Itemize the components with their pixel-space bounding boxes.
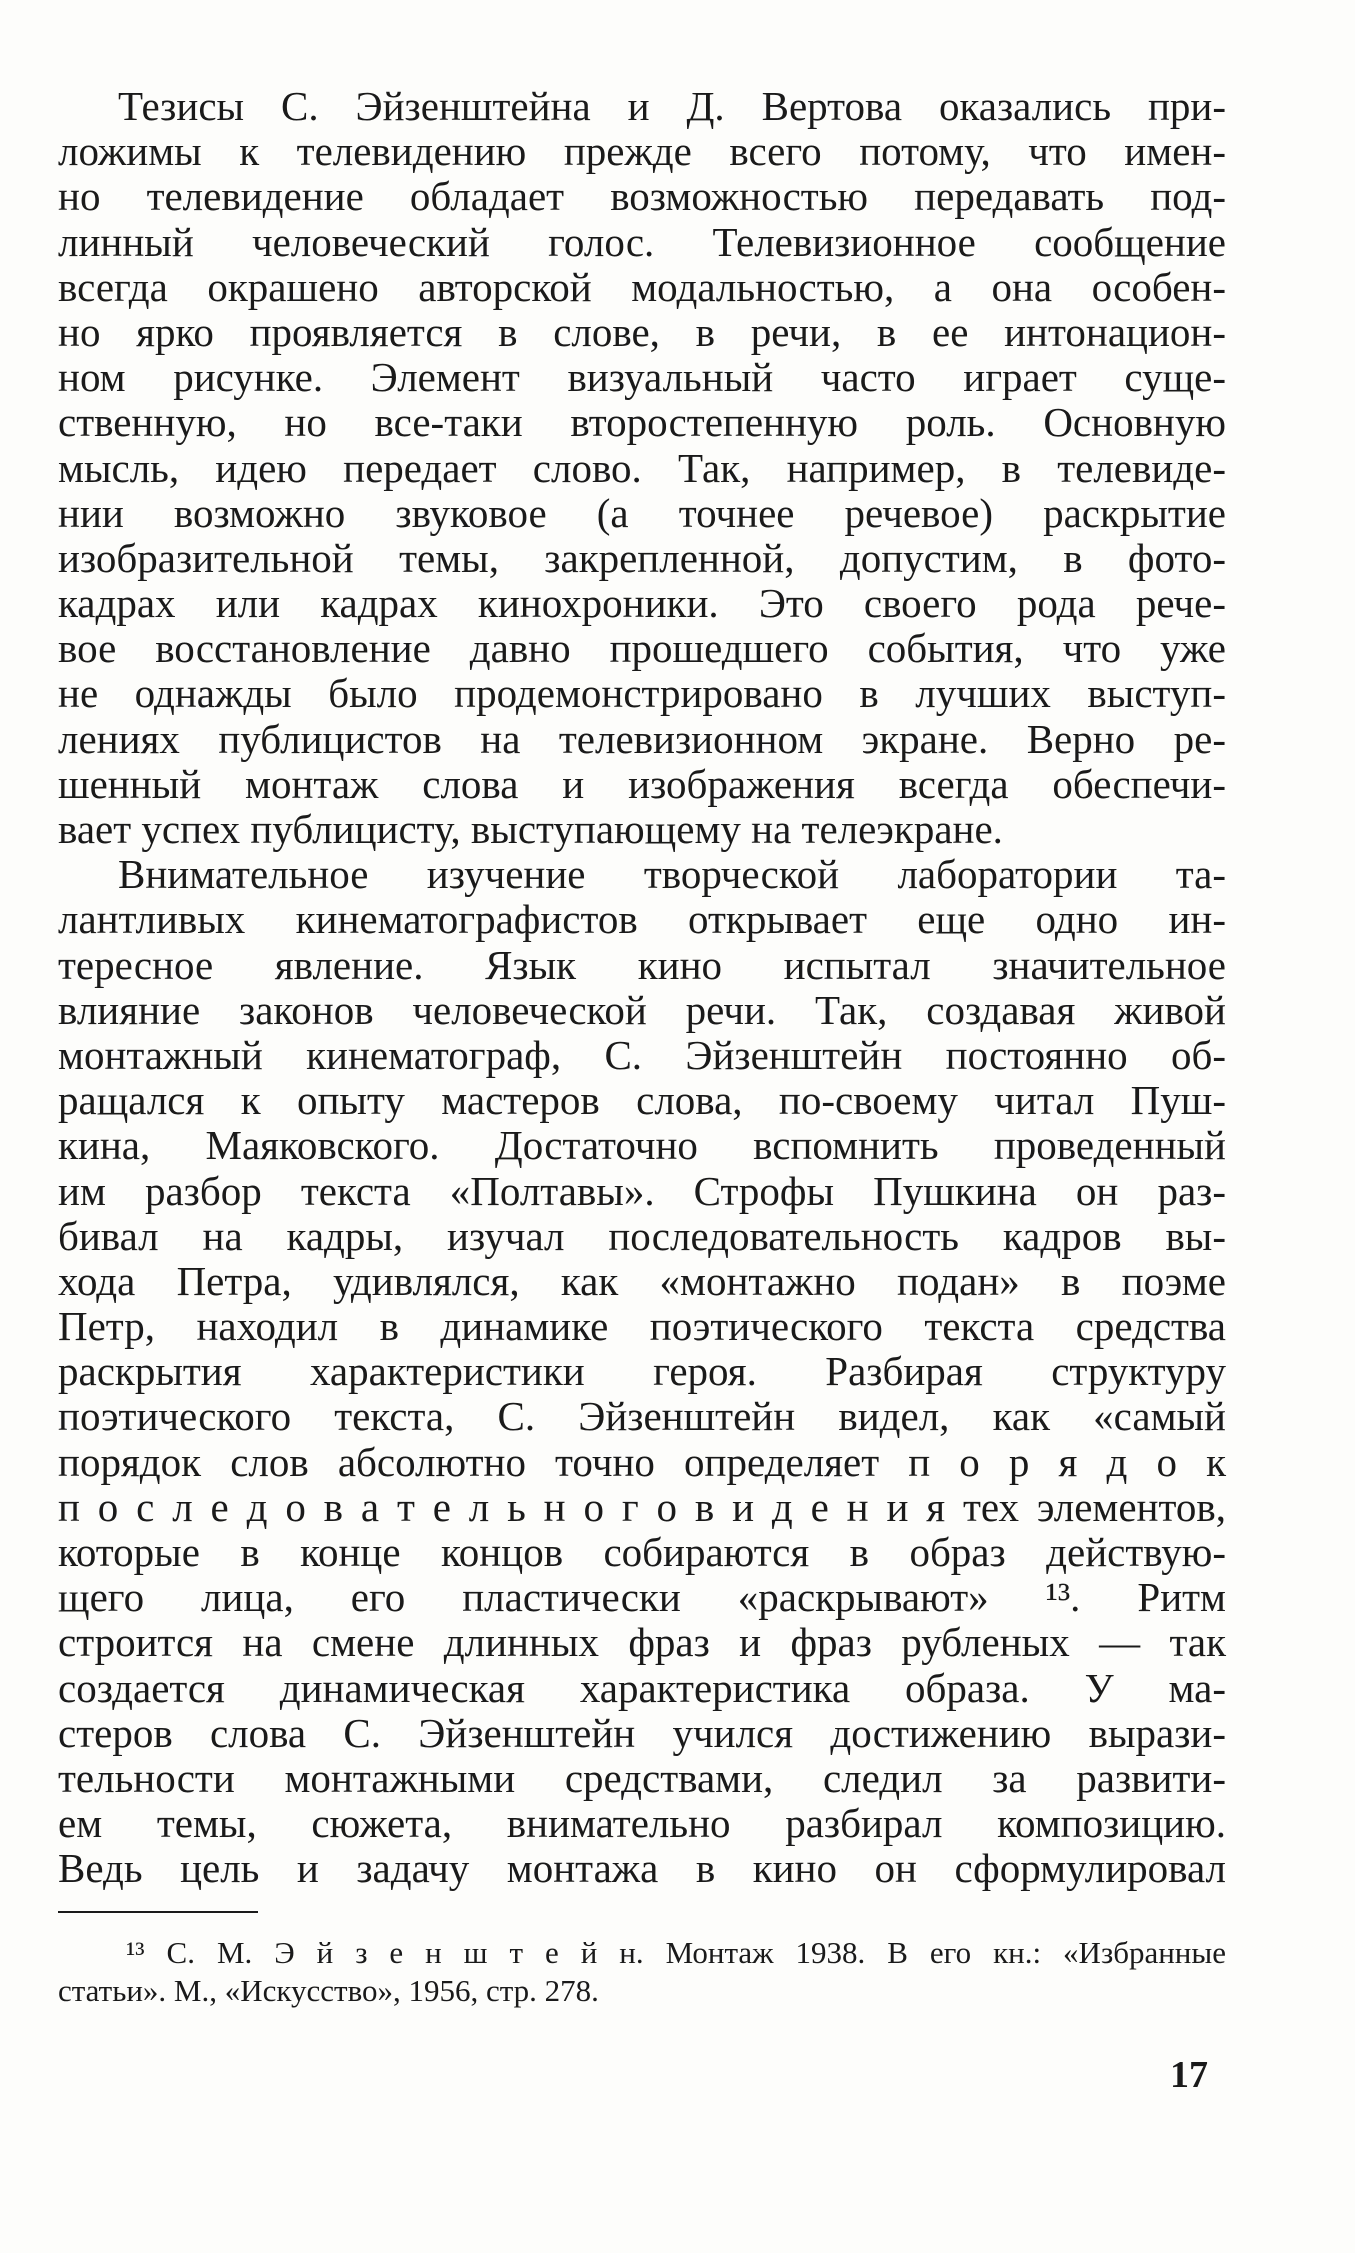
text-line: раскрытия характеристики героя. Разбирая структуру	[58, 1348, 1226, 1395]
text-line: ственную, но все-таки второстепенную роль. Основную	[58, 399, 1226, 446]
text-line: ращался к опыту мастеров слова, по-своему читал Пуш-	[58, 1077, 1226, 1124]
text-line: п о с л е д о в а т е л ь н о г о в и д е н и я тех элементов,	[58, 1483, 1226, 1530]
text-line: порядок слов абсолютно точно определяет п о р я д о к	[58, 1438, 1226, 1485]
text-line: нии возможно звуковое (а точнее речевое) раскрытие	[58, 489, 1226, 536]
text-line: изобразительной темы, закрепленной, допустим, в фото-	[58, 534, 1226, 581]
text-line: которые в конце концов собираются в образ действую-	[58, 1529, 1226, 1575]
text-line: но ярко проявляется в слове, в речи, в ее интонацион-	[58, 308, 1226, 355]
text-line: но телевидение обладает возможностью передавать под-	[58, 173, 1226, 220]
text-line: вает успех публицисту, выступающему на телеэкране.	[58, 806, 1003, 852]
text-line: мысль, идею передает слово. Так, например, в телевиде-	[58, 444, 1226, 491]
footnote	[58, 1934, 1226, 2010]
text-line: кадрах или кадрах кинохроники. Это своего рода рече-	[58, 580, 1226, 627]
text-line: кина, Маяковского. Достаточно вспомнить проведенный	[58, 1122, 1226, 1169]
text-line: всегда окрашено авторской модальностью, а она особен-	[58, 263, 1226, 310]
text-line: вое восстановление давно прошедшего события, что уже	[58, 625, 1226, 672]
text-line: тересное явление. Язык кино испытал значительное	[58, 941, 1226, 988]
footnote-line: ¹³ С. М. Э й з е н ш т е й н. Монтаж 1938. В его кн.: «Избранные	[126, 1935, 1226, 1970]
text-line: лантливых кинематографистов открывает еще одно ин-	[58, 896, 1226, 943]
text-line: лениях публицистов на телевизионном экране. Верно ре-	[58, 715, 1226, 762]
footnote-divider	[58, 1911, 258, 1913]
text-line: бивал на кадры, изучал последовательность кадров вы-	[58, 1212, 1226, 1259]
text-line: ложимы к телевидению прежде всего потому, что имен-	[58, 128, 1226, 175]
text-line: линный человеческий голос. Телевизионное сообщение	[58, 218, 1226, 265]
text-line: ном рисунке. Элемент визуальный часто играет суще-	[58, 354, 1226, 401]
text-line: влияние законов человеческой речи. Так, создавая живой	[58, 986, 1226, 1033]
page-number: 17	[1170, 2054, 1208, 2096]
text-line: им разбор текста «Полтавы». Строфы Пушкина он раз-	[58, 1167, 1226, 1214]
text-line: монтажный кинематограф, С. Эйзенштейн постоянно об-	[58, 1031, 1226, 1078]
body-text	[58, 84, 1226, 1892]
text-line: Петр, находил в динамике поэтического текста средства	[58, 1303, 1226, 1350]
text-line: Тезисы С. Эйзенштейна и Д. Вертова оказались при-	[118, 83, 1226, 129]
text-line: ем темы, сюжета, внимательно разбирал композицию.	[58, 1800, 1226, 1847]
text-line: не однажды было продемонстрировано в лучших выступ-	[58, 670, 1226, 717]
text-line: тельности монтажными средствами, следил за развити-	[58, 1754, 1226, 1801]
text-line: стеров слова С. Эйзенштейн учился достижению вырази-	[58, 1709, 1226, 1756]
text-line: Внимательное изучение творческой лаборатории та-	[118, 851, 1226, 898]
footnote-line: статьи». М., «Искусство», 1956, стр. 278.	[58, 1973, 599, 2008]
text-line: создается динамическая характеристика образа. У ма-	[58, 1664, 1226, 1711]
text-line: строится на смене длинных фраз и фраз рубленых — так	[58, 1619, 1226, 1666]
text-line: поэтического текста, С. Эйзенштейн видел, как «самый	[58, 1393, 1226, 1440]
text-line: Ведь цель и задачу монтажа в кино он сформулировал	[58, 1845, 1226, 1892]
text-line: шенный монтаж слова и изображения всегда обеспечи-	[58, 760, 1226, 807]
text-line: щего лица, его пластически «раскрывают» ¹³. Ритм	[58, 1574, 1226, 1621]
text-line: хода Петра, удивлялся, как «монтажно подан» в поэме	[58, 1257, 1226, 1304]
